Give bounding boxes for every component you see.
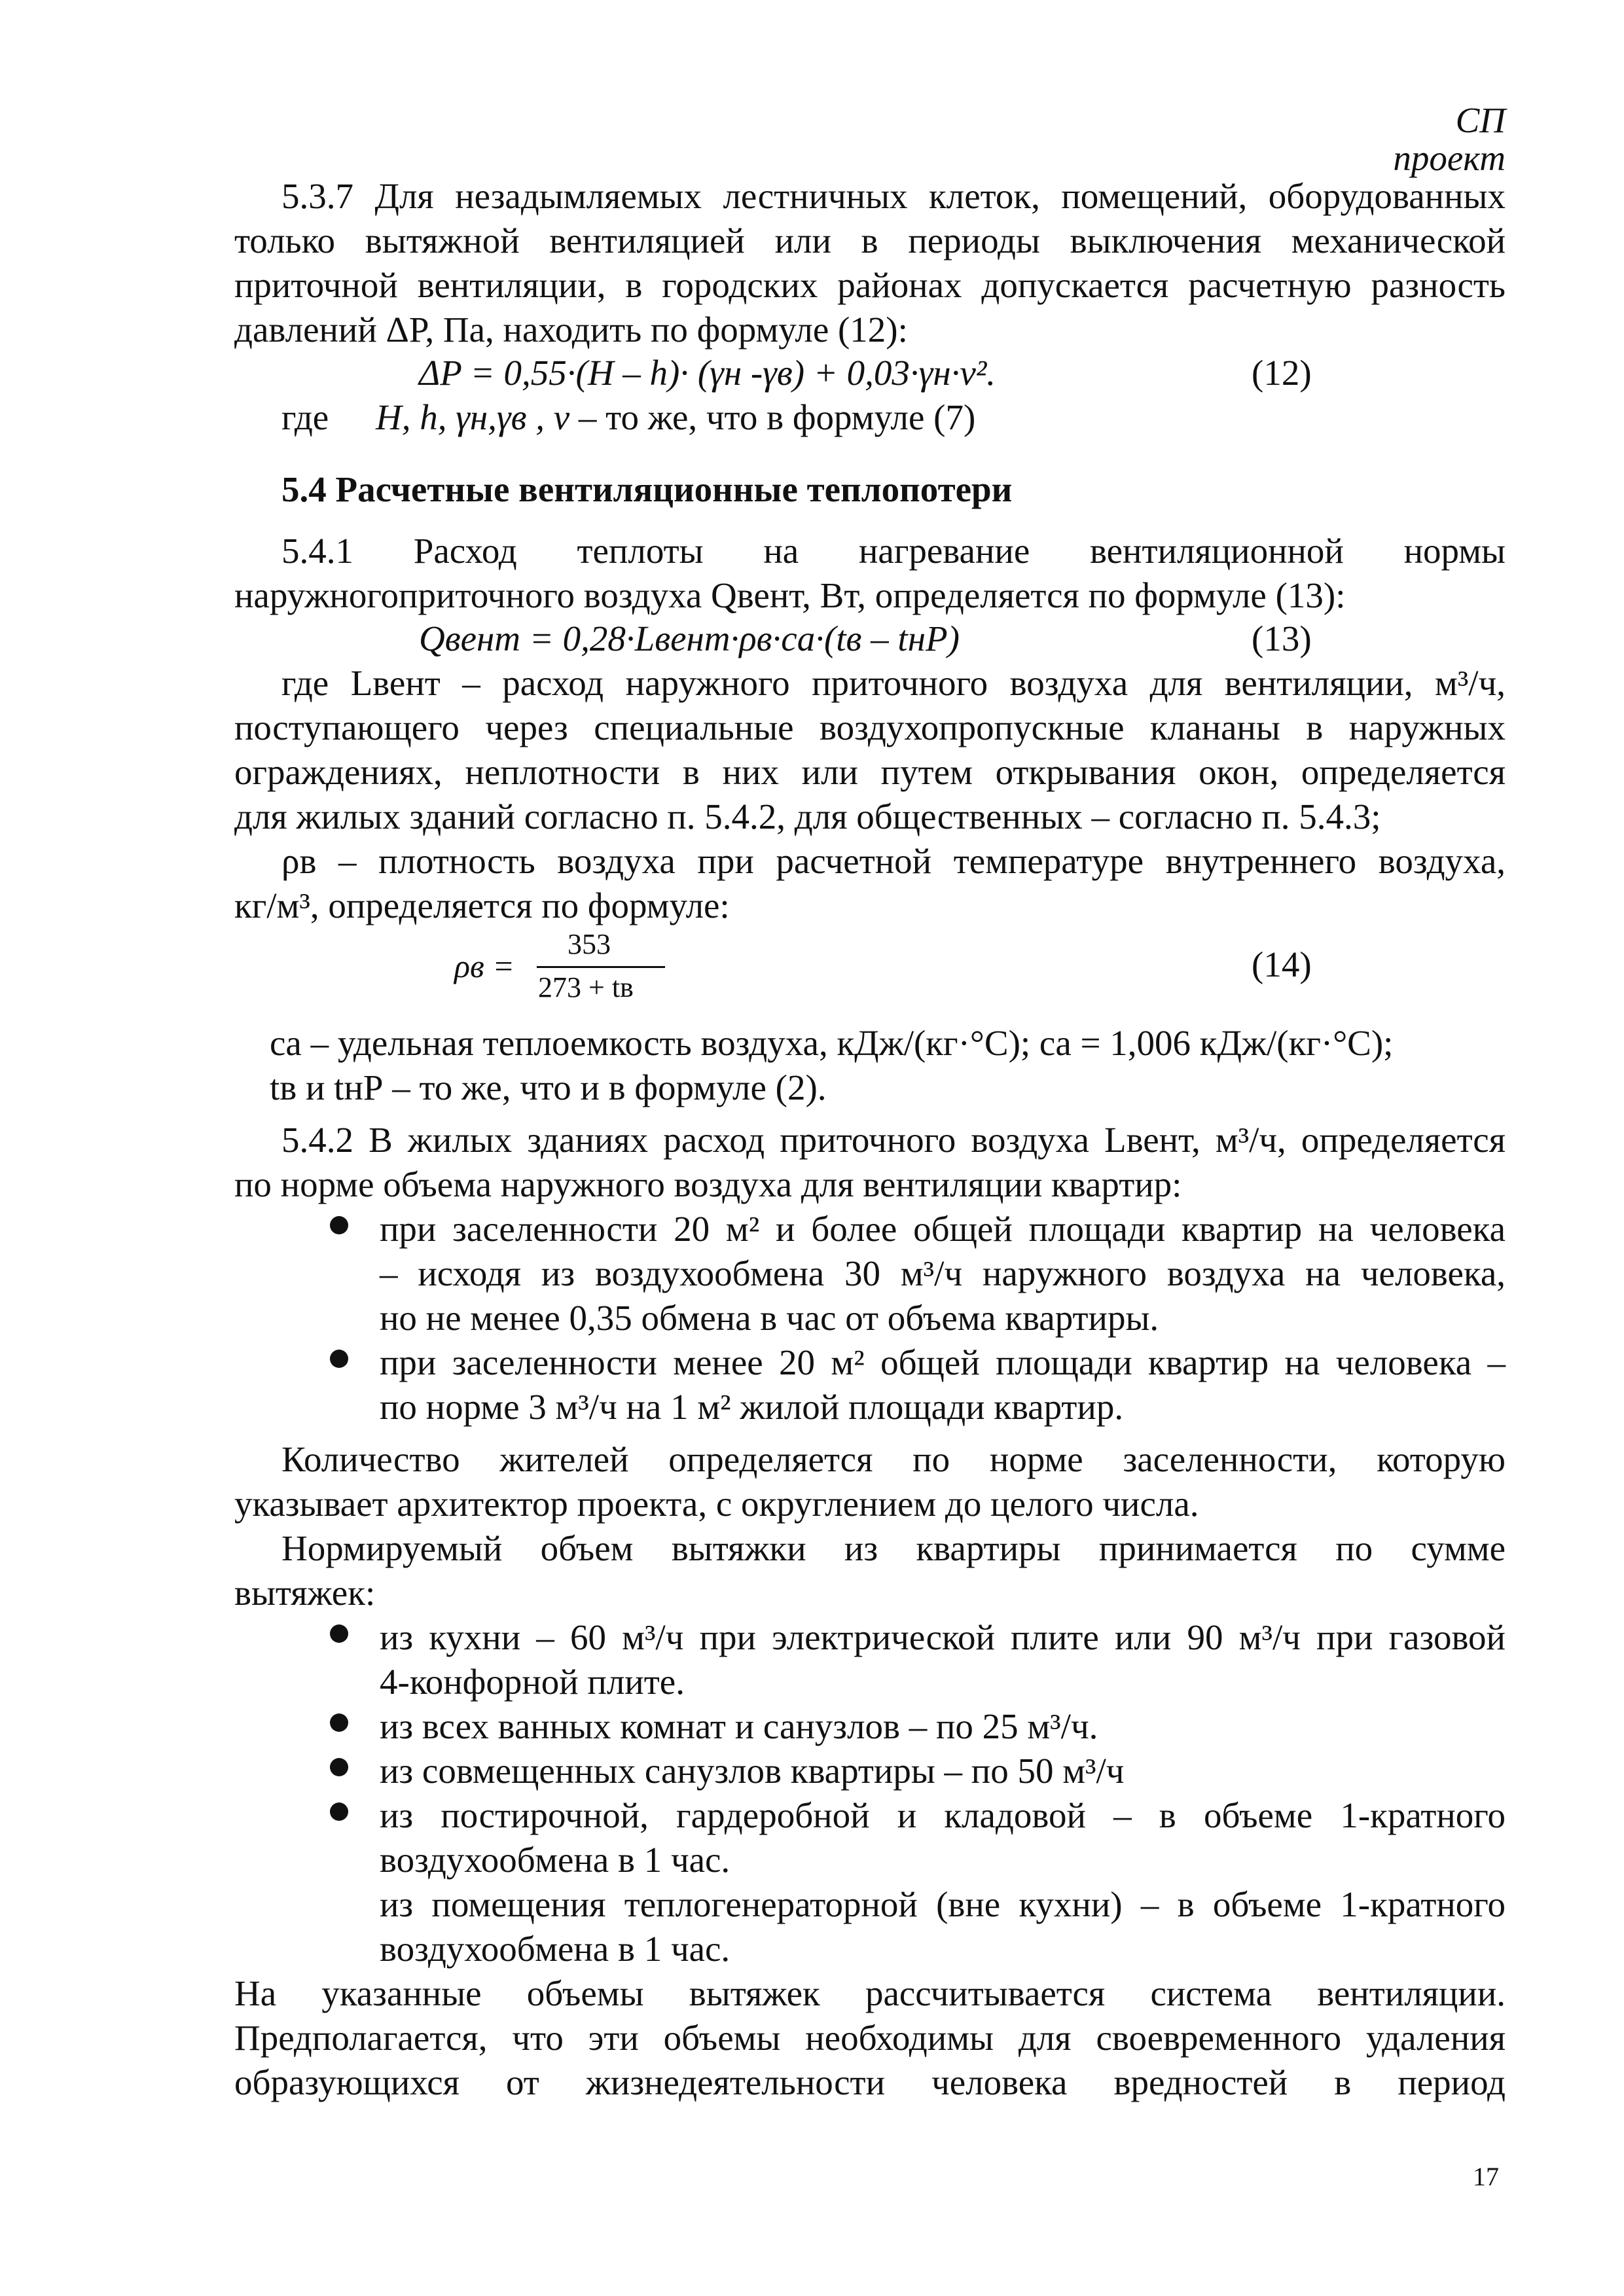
s537-line-2: только вытяжной вентиляцией или в периоды выключения механической: [234, 221, 1506, 260]
bullet-1-line-3: но не менее 0,35 обмена в час от объема квартиры.: [380, 1298, 1159, 1338]
exhaust-bullet-1-line-2: 4-конфорной плите.: [380, 1662, 685, 1702]
s542-line-1: 5.4.2 В жилых зданиях расход приточного воздуха Lвент, м³/ч, определяется: [281, 1120, 1506, 1160]
rho-line-1: ρв – плотность воздуха при расчетной температуре внутреннего воздуха,: [281, 841, 1506, 881]
bullet-icon: [330, 1803, 348, 1821]
section-heading-5-4: 5.4 Расчетные вентиляционные теплопотери: [281, 469, 1013, 509]
exhaust-bullet-3: из совмещенных санузлов квартиры – по 50 м³/ч: [380, 1751, 1125, 1791]
formula-14-numerator: 353: [568, 928, 611, 960]
formula-12: ΔP = 0,55·(H – h)· (γн -γв) + 0,03·γн·v².: [419, 353, 996, 393]
bullet-icon: [330, 1624, 348, 1643]
bullet-icon: [330, 1216, 348, 1234]
header-status: проект: [1393, 138, 1506, 178]
s541-where-line-3: ограждениях, неплотности в них или путем открывания окон, определяется: [234, 752, 1506, 792]
rho-line-2: кг/м³, определяется по формуле:: [234, 886, 730, 925]
s541-where-line-2: поступающего через специальные воздухопропускные клананы в наружных: [234, 708, 1506, 747]
s542-line-2: по норме объема наружного воздуха для вентиляции квартир:: [234, 1164, 1182, 1204]
formula-14-denominator: 273 + tв: [538, 971, 634, 1003]
s541-where-line-4: для жилых зданий согласно п. 5.4.2, для общественных – согласно п. 5.4.3;: [234, 797, 1381, 836]
exhaust-bullet-4-line-1: из постирочной, гардеробной и кладовой – в объеме 1-кратного: [380, 1795, 1506, 1835]
final-line-2: Предполагается, что эти объемы необходимы для своевременного удаления: [234, 2018, 1506, 2058]
formula-14-lhs: ρв =: [454, 948, 514, 984]
bullet-2-line-2: по норме 3 м³/ч на 1 м² жилой площади квартир.: [380, 1387, 1124, 1427]
bullet-icon: [330, 1713, 348, 1732]
exhaust-line-2: вытяжек:: [234, 1573, 376, 1613]
s537-where-line: [376, 395, 1358, 440]
formula-13: Qвент = 0,28·Lвент·ρв·cа·(tв – tнР): [419, 619, 960, 658]
extra-line-1: из помещения теплогенераторной (вне кухни) – в объеме 1-кратного: [380, 1884, 1506, 1924]
bullet-1-line-1: при заселенности 20 м² и более общей площади квартир на человека: [380, 1209, 1506, 1249]
page-number: 17: [1473, 2162, 1499, 2191]
formula-14-number: (14): [1252, 944, 1312, 984]
formula-12-number: (12): [1252, 353, 1312, 393]
residents-line-1: Количество жителей определяется по норме заселенности, которую: [281, 1439, 1506, 1479]
s537-line-1: 5.3.7 Для незадымляемых лестничных клеток, помещений, оборудованных: [281, 176, 1506, 216]
exhaust-line-1: Нормируемый объем вытяжки из квартиры принимается по сумме: [281, 1528, 1506, 1568]
final-line-1: На указанные объемы вытяжек рассчитывается система вентиляции.: [234, 1973, 1506, 2013]
s541-line-1: 5.4.1 Расход теплоты на нагревание вентиляционной нормы: [281, 531, 1506, 571]
extra-line-2: воздухообмена в 1 час.: [380, 1929, 731, 1969]
s541-where-line-1: где Lвент – расход наружного приточного воздуха для вентиляции, м³/ч,: [281, 663, 1506, 703]
bullet-icon: [330, 1758, 348, 1776]
formula-13-number: (13): [1252, 619, 1312, 658]
s537-where-vars: H, h, γн,γв , v: [376, 397, 570, 437]
header-code: СП: [1455, 100, 1506, 140]
final-line-3: образующихся от жизнедеятельности человека вредностей в период: [234, 2062, 1506, 2102]
ca-line: cа – удельная теплоемкость воздуха, кДж/(кг·°С); cа = 1,006 кДж/(кг·°С);: [270, 1023, 1394, 1063]
s537-where-text: – то же, что в формуле (7): [569, 397, 976, 437]
formula-14: [454, 928, 655, 1013]
residents-line-2: указывает архитектор проекта, с округлением до целого числа.: [234, 1484, 1199, 1524]
s537-where-word: где: [281, 397, 329, 437]
bullet-icon: [330, 1350, 348, 1368]
s537-line-3: приточной вентиляции, в городских районах допускается расчетную разность: [234, 265, 1506, 305]
exhaust-bullet-2: из всех ванных комнат и санузлов – по 25 м³/ч.: [380, 1706, 1098, 1746]
exhaust-bullet-1-line-1: из кухни – 60 м³/ч при электрической плите или 90 м³/ч при газовой: [380, 1617, 1506, 1657]
s541-line-2: наружногоприточного воздуха Qвент, Вт, определяется по формуле (13):: [234, 575, 1346, 615]
exhaust-bullet-4-line-2: воздухообмена в 1 час.: [380, 1840, 731, 1880]
bullet-2-line-1: при заселенности менее 20 м² общей площади квартир на человека –: [380, 1342, 1506, 1382]
s537-line-4: давлений ΔP, Па, находить по формуле (12):: [234, 310, 908, 350]
tv-line: tв и tнР – то же, что и в формуле (2).: [270, 1067, 827, 1107]
bullet-1-line-2: – исходя из воздухообмена 30 м³/ч наружного воздуха на человека,: [380, 1253, 1506, 1293]
fraction-bar: [537, 966, 665, 968]
